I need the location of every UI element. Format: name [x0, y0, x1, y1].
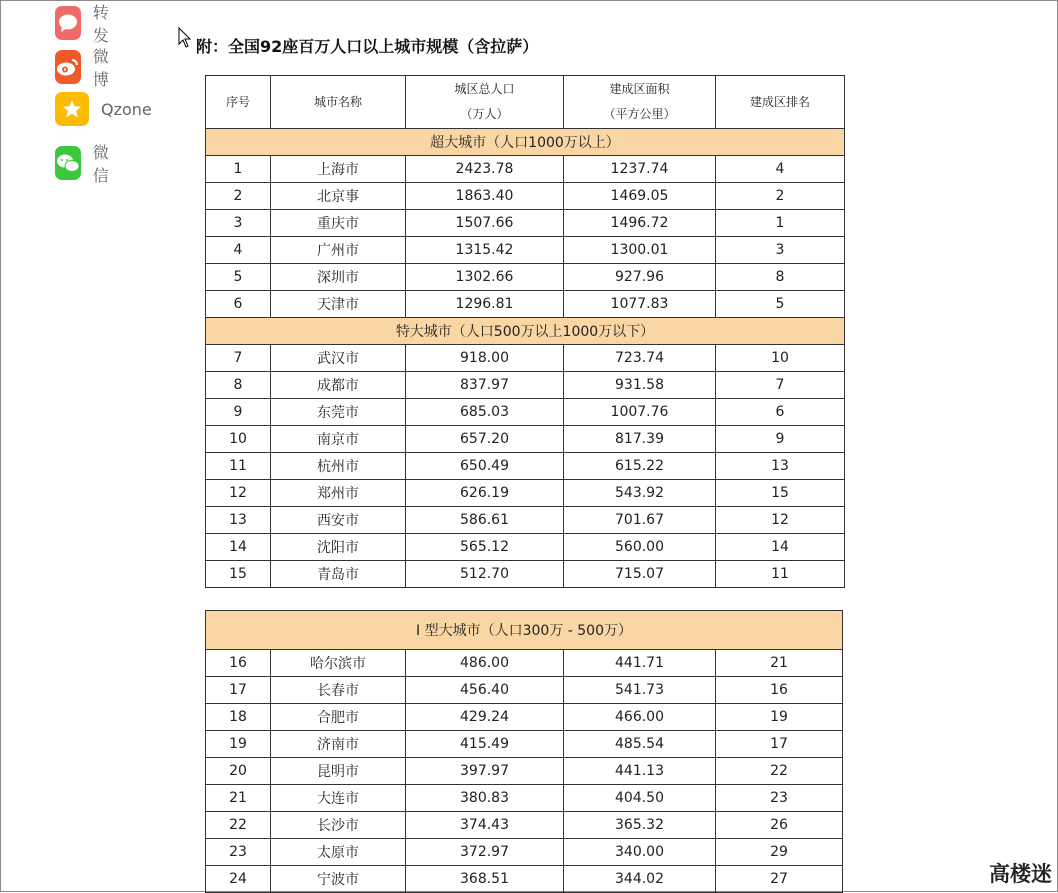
- wechat-icon: [55, 146, 81, 180]
- cell-population: 456.40: [406, 677, 564, 704]
- share-forward-label: 转发: [92, 3, 109, 45]
- table-row: [206, 534, 845, 561]
- cell-index: 23: [206, 839, 271, 866]
- table-row: [206, 839, 843, 866]
- cell-population: 374.43: [406, 812, 564, 839]
- cell-rank: 16: [716, 677, 843, 704]
- share-qzone-button[interactable]: [55, 92, 152, 126]
- table-row: [206, 812, 843, 839]
- table-row: [206, 731, 843, 758]
- cell-area: 931.58: [564, 372, 716, 399]
- cell-city: 东莞市: [271, 399, 406, 426]
- table-row: [206, 156, 845, 183]
- cell-rank: 23: [716, 785, 843, 812]
- group-label: 超大城市（人口1000万以上）: [206, 129, 845, 156]
- cell-population: 1863.40: [406, 183, 564, 210]
- cell-rank: 12: [716, 507, 845, 534]
- cell-rank: 3: [716, 237, 845, 264]
- share-weibo-label: 微博: [92, 47, 109, 89]
- share-wechat-label: 微信: [92, 143, 109, 185]
- cell-index: 16: [206, 650, 271, 677]
- table-row: [206, 183, 845, 210]
- cell-area: 441.13: [564, 758, 716, 785]
- cell-city: 广州市: [271, 237, 406, 264]
- cell-rank: 2: [716, 183, 845, 210]
- cell-area: 344.02: [564, 866, 716, 893]
- share-forward-button[interactable]: [55, 0, 117, 46]
- header-population: 城区总人口 （万人）: [406, 76, 564, 129]
- table-row: [206, 291, 845, 318]
- cell-area: 543.92: [564, 480, 716, 507]
- cell-area: 441.71: [564, 650, 716, 677]
- cell-city: 合肥市: [271, 704, 406, 731]
- share-qzone-label: Qzone: [101, 99, 152, 119]
- cell-index: 9: [206, 399, 271, 426]
- cell-population: 626.19: [406, 480, 564, 507]
- cell-area: 1496.72: [564, 210, 716, 237]
- table-row: [206, 677, 843, 704]
- cell-population: 565.12: [406, 534, 564, 561]
- cell-index: 1: [206, 156, 271, 183]
- cell-city: 昆明市: [271, 758, 406, 785]
- cell-city: 天津市: [271, 291, 406, 318]
- group-row: [206, 129, 845, 156]
- weibo-icon: [55, 50, 81, 84]
- table-row: [206, 507, 845, 534]
- cell-city: 重庆市: [271, 210, 406, 237]
- cell-population: 685.03: [406, 399, 564, 426]
- cell-city: 哈尔滨市: [271, 650, 406, 677]
- cell-area: 466.00: [564, 704, 716, 731]
- cell-city: 长沙市: [271, 812, 406, 839]
- cell-rank: 7: [716, 372, 845, 399]
- cell-index: 14: [206, 534, 271, 561]
- cell-rank: 14: [716, 534, 845, 561]
- table-row: [206, 345, 845, 372]
- cell-area: 817.39: [564, 426, 716, 453]
- cell-rank: 17: [716, 731, 843, 758]
- cell-city: 杭州市: [271, 453, 406, 480]
- cell-city: 郑州市: [271, 480, 406, 507]
- cell-population: 650.49: [406, 453, 564, 480]
- cell-area: 560.00: [564, 534, 716, 561]
- cell-city: 南京市: [271, 426, 406, 453]
- cell-index: 18: [206, 704, 271, 731]
- cell-index: 12: [206, 480, 271, 507]
- cell-index: 4: [206, 237, 271, 264]
- cell-area: 485.54: [564, 731, 716, 758]
- cell-area: 340.00: [564, 839, 716, 866]
- cell-population: 397.97: [406, 758, 564, 785]
- cell-population: 1302.66: [406, 264, 564, 291]
- cell-area: 1077.83: [564, 291, 716, 318]
- cell-index: 11: [206, 453, 271, 480]
- cell-city: 长春市: [271, 677, 406, 704]
- table-row: [206, 758, 843, 785]
- cell-rank: 5: [716, 291, 845, 318]
- cell-population: 486.00: [406, 650, 564, 677]
- cell-rank: 9: [716, 426, 845, 453]
- cell-index: 8: [206, 372, 271, 399]
- table-row: [206, 264, 845, 291]
- table-row: [206, 866, 843, 893]
- cell-area: 615.22: [564, 453, 716, 480]
- share-weibo-button[interactable]: [55, 44, 117, 90]
- cell-rank: 10: [716, 345, 845, 372]
- cell-city: 成都市: [271, 372, 406, 399]
- mouse-cursor-icon: [178, 27, 192, 49]
- qzone-star-icon: [55, 92, 89, 126]
- table-row: [206, 561, 845, 588]
- cell-population: 657.20: [406, 426, 564, 453]
- cell-population: 586.61: [406, 507, 564, 534]
- cell-index: 6: [206, 291, 271, 318]
- cell-rank: 6: [716, 399, 845, 426]
- table-row: [206, 453, 845, 480]
- cell-city: 太原市: [271, 839, 406, 866]
- speech-bubble-icon: [55, 6, 81, 40]
- cell-index: 24: [206, 866, 271, 893]
- cell-index: 19: [206, 731, 271, 758]
- cell-city: 深圳市: [271, 264, 406, 291]
- cell-city: 宁波市: [271, 866, 406, 893]
- cell-city: 沈阳市: [271, 534, 406, 561]
- header-city: 城市名称: [271, 76, 406, 129]
- group-row: [206, 611, 843, 650]
- cell-population: 372.97: [406, 839, 564, 866]
- gaoloumi-logo: [989, 858, 1052, 888]
- cell-population: 415.49: [406, 731, 564, 758]
- cell-rank: 15: [716, 480, 845, 507]
- table-row: [206, 650, 843, 677]
- table-row: [206, 210, 845, 237]
- cell-rank: 8: [716, 264, 845, 291]
- cell-area: 715.07: [564, 561, 716, 588]
- group-label: I 型大城市（人口300万 - 500万）: [206, 611, 843, 650]
- group-label: 特大城市（人口500万以上1000万以下）: [206, 318, 845, 345]
- table-row: [206, 785, 843, 812]
- cell-city: 济南市: [271, 731, 406, 758]
- cell-population: 368.51: [406, 866, 564, 893]
- cell-city: 北京事: [271, 183, 406, 210]
- group-row: [206, 318, 845, 345]
- share-wechat-button[interactable]: [55, 140, 117, 186]
- cell-index: 2: [206, 183, 271, 210]
- table-header-row: [206, 76, 845, 129]
- cell-area: 723.74: [564, 345, 716, 372]
- cell-index: 20: [206, 758, 271, 785]
- cell-area: 1007.76: [564, 399, 716, 426]
- cell-index: 7: [206, 345, 271, 372]
- cell-index: 5: [206, 264, 271, 291]
- cell-population: 429.24: [406, 704, 564, 731]
- header-rank: 建成区排名: [716, 76, 845, 129]
- cell-area: 541.73: [564, 677, 716, 704]
- cell-city: 西安市: [271, 507, 406, 534]
- header-area: 建成区面积 （平方公里）: [564, 76, 716, 129]
- cell-population: 837.97: [406, 372, 564, 399]
- logo-text: 高楼迷: [989, 862, 1052, 886]
- cell-index: 17: [206, 677, 271, 704]
- cell-rank: 19: [716, 704, 843, 731]
- table-row: [206, 426, 845, 453]
- header-index: 序号: [206, 76, 271, 129]
- cell-city: 上海市: [271, 156, 406, 183]
- cell-city: 青岛市: [271, 561, 406, 588]
- cell-index: 15: [206, 561, 271, 588]
- cell-index: 22: [206, 812, 271, 839]
- cell-index: 10: [206, 426, 271, 453]
- cell-area: 1469.05: [564, 183, 716, 210]
- cell-index: 3: [206, 210, 271, 237]
- cell-rank: 21: [716, 650, 843, 677]
- cell-rank: 26: [716, 812, 843, 839]
- cell-population: 380.83: [406, 785, 564, 812]
- cell-population: 1296.81: [406, 291, 564, 318]
- cell-population: 918.00: [406, 345, 564, 372]
- cell-area: 404.50: [564, 785, 716, 812]
- cell-rank: 11: [716, 561, 845, 588]
- table-row: [206, 480, 845, 507]
- cell-area: 365.32: [564, 812, 716, 839]
- cell-index: 21: [206, 785, 271, 812]
- table-row: [206, 704, 843, 731]
- cell-index: 13: [206, 507, 271, 534]
- city-table-lower: [205, 610, 843, 893]
- cell-area: 927.96: [564, 264, 716, 291]
- table-row: [206, 372, 845, 399]
- cell-population: 512.70: [406, 561, 564, 588]
- cell-area: 701.67: [564, 507, 716, 534]
- cell-city: 武汉市: [271, 345, 406, 372]
- cell-rank: 27: [716, 866, 843, 893]
- cell-population: 1507.66: [406, 210, 564, 237]
- cell-area: 1300.01: [564, 237, 716, 264]
- cell-area: 1237.74: [564, 156, 716, 183]
- cell-population: 2423.78: [406, 156, 564, 183]
- cell-rank: 4: [716, 156, 845, 183]
- page-title: 附：全国92座百万人口以上城市规模（含拉萨）: [196, 37, 539, 56]
- table-row: [206, 399, 845, 426]
- cell-city: 大连市: [271, 785, 406, 812]
- cell-rank: 13: [716, 453, 845, 480]
- cell-population: 1315.42: [406, 237, 564, 264]
- city-table-upper: [205, 75, 845, 588]
- cell-rank: 29: [716, 839, 843, 866]
- table-row: [206, 237, 845, 264]
- cell-rank: 22: [716, 758, 843, 785]
- cell-rank: 1: [716, 210, 845, 237]
